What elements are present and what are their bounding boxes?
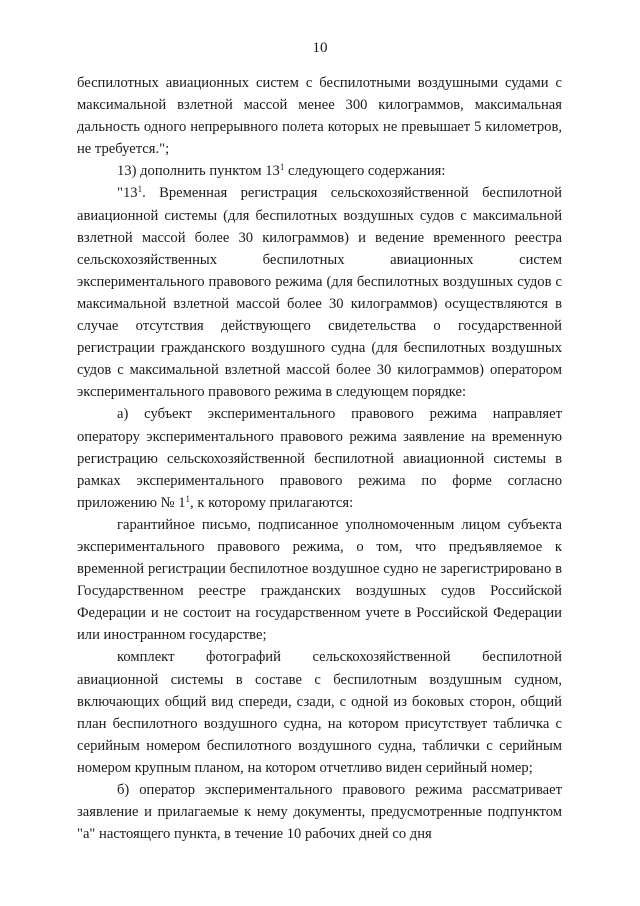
- superscript: 1: [279, 162, 285, 173]
- paragraph-item-13: [77, 160, 562, 182]
- paragraph-text: "13: [117, 185, 138, 202]
- paragraph-continuation: беспилотных авиационных систем с беспилотными воздушными судами с максимальной взлетной массой менее 300 килограммов, максимальная дальность одного непрерывного полета которых не превышает 5 километров, не требуется.";: [77, 75, 562, 158]
- paragraph-subpoint-a: [77, 403, 562, 513]
- paragraph-text: 13) дополнить пунктом 13: [117, 163, 280, 180]
- paragraph-text: , к которому прилагаются:: [190, 494, 354, 511]
- page-number: 10: [312, 40, 328, 56]
- superscript: 1: [137, 184, 143, 195]
- paragraph-text: . Временная регистрация сельскохозяйственной беспилотной авиационной системы (для беспилотных воздушных судов с максимальной взлетной массой более 30 килограммов) и ведение временного реестра сельскохозяйственных беспилотных авиационных систем экспериментального правового режима (для беспилотных воздушных судов с максимальной взлетной массой более 30 килограммов) осуществляются в случае отсутствия действующего свидетельства о государственной регистрации гражданского воздушного судна (для беспилотных воздушных судов с максимальной взлетной массой более 30 килограммов) оператором экспериментального правового режима в следующем порядке:: [77, 185, 562, 401]
- paragraph-photo-set: комплект фотографий сельскохозяйственной беспилотной авиационной системы в составе с беспилотным воздушным судном, включающих общий вид спереди, сзади, с одной из боковых сторон, общий план беспилотного воздушного судна, на котором присутствует табличка с серийным номером беспилотного воздушного судна, таблички с серийным номером крупным планом, на котором отчетливо виден серийный номер;: [77, 649, 562, 776]
- paragraph-text: следующего содержания:: [284, 163, 446, 180]
- paragraph-point-13-1: [77, 182, 562, 403]
- superscript: 1: [185, 493, 191, 504]
- document-body: [77, 72, 562, 845]
- paragraph-guarantee-letter: гарантийное письмо, подписанное уполномоченным лицом субъекта экспериментального правового режима, о том, что предъявляемое к временной регистрации беспилотное воздушное судно не зарегистрировано в Государственном реестре гражданских воздушных судов Российской Федерации и не состоит на государственном учете в Российской Федерации или иностранном государстве;: [77, 516, 562, 644]
- paragraph-subpoint-b: б) оператор экспериментального правового режима рассматривает заявление и прилагаемые к нему документы, предусмотренные подпунктом "а" настоящего пункта, в течение 10 рабочих дней со дня: [77, 782, 562, 843]
- paragraph-text: а) субъект экспериментального правового режима направляет оператору экспериментального правового режима заявление на временную регистрацию сельскохозяйственной беспилотной авиационной системы в рамках экспериментального правового режима по форме согласно приложению № 1: [77, 406, 562, 511]
